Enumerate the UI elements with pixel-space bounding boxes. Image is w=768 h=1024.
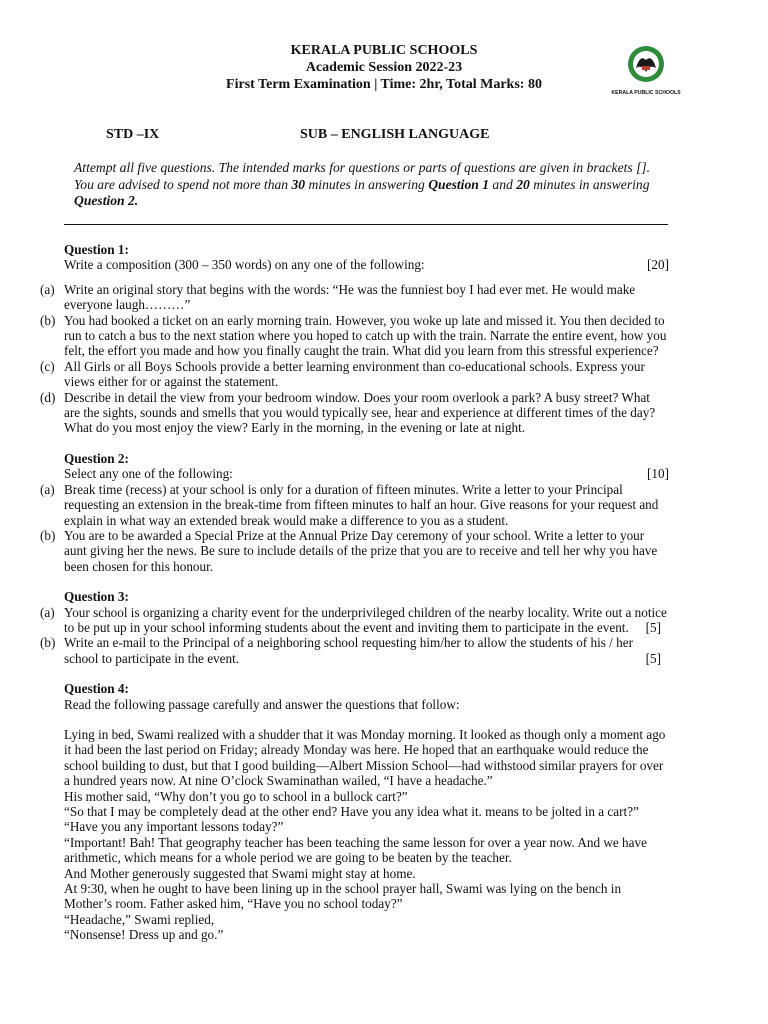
passage-paragraph: “Have you any important lessons today?” bbox=[64, 819, 284, 835]
question-3-option-a bbox=[40, 604, 669, 636]
passage-paragraph: His mother said, “Why don’t you go to school in a bullock cart?” bbox=[64, 788, 408, 804]
academic-session: Academic Session 2022-23 bbox=[305, 60, 463, 75]
option-label: (a) bbox=[40, 281, 55, 297]
option-label: (a) bbox=[40, 481, 55, 497]
passage-paragraph: “So that I may be completely dead at the other end? Have you any idea what it. means to be jolted in a cart?” bbox=[64, 804, 639, 819]
question-2-prompt-row bbox=[64, 466, 669, 481]
instructions-text: and bbox=[489, 176, 517, 192]
passage-paragraph: And Mother generously suggested that Swami might stay at home. bbox=[64, 865, 416, 881]
option-label: (c) bbox=[40, 358, 55, 374]
question-2-marks: [10] bbox=[647, 466, 669, 482]
option-text: Describe in detail the view from your bedroom window. Does your room overlook a park? A busy street? What are the sights, sounds and smells that you would typically see, hear and experience at different times of the day? What do you most enjoy the view? Early in the morning, in the evening or late at night. bbox=[64, 389, 656, 436]
instructions-text: minutes in answering bbox=[305, 176, 429, 192]
subject-label: SUB – ENGLISH LANGUAGE bbox=[300, 127, 490, 142]
question-3-option-b bbox=[40, 635, 669, 666]
instructions-emphasis: Question 2. bbox=[74, 193, 139, 208]
school-crest-icon bbox=[611, 42, 681, 98]
passage-paragraph: At 9:30, when he ought to have been lining up in the school prayer hall, Swami was lying on the bench in Mother’s room. Father asked him, “Have you no school today?” bbox=[64, 881, 622, 912]
option-text: You are to be awarded a Special Prize at the Annual Prize Day ceremony of your school. Write a letter to your aunt giving her the news. Be sure to include details of the prize that you are to receive and tell her why you have been chosen for this honour. bbox=[64, 527, 658, 574]
exam-details: First Term Examination | Time: 2hr, Total Marks: 80 bbox=[226, 77, 542, 92]
option-marks: [5] bbox=[645, 619, 661, 635]
question-2-option-a bbox=[40, 481, 669, 528]
question-1-marks: [20] bbox=[647, 257, 669, 273]
question-1-prompt-row bbox=[64, 257, 669, 272]
standard-label: STD –IX bbox=[106, 127, 160, 142]
option-text: You had booked a ticket on an early morning train. However, you woke up late and missed it. You then decided to run to catch a bus to the next station where you hoped to catch up with the train. Narrate the entire event, how you felt, the effort you made and how you finally caught the train. What did you learn from this stressful experience? bbox=[64, 312, 667, 359]
question-2-prompt: Select any one of the following: bbox=[64, 466, 233, 482]
option-marks: [5] bbox=[645, 650, 661, 666]
passage bbox=[64, 727, 669, 943]
question-3-title: Question 3: bbox=[64, 589, 129, 605]
school-name: KERALA PUBLIC SCHOOLS bbox=[290, 43, 478, 58]
instructions-text: Attempt all five questions. The intended marks for questions or parts of questions are given in brackets []. You are advised to spend not more than bbox=[74, 160, 651, 192]
option-text: Write an original story that begins with the words: “He was the funniest boy I had ever met. He would make everyone laugh………” bbox=[64, 281, 636, 313]
exam-instructions bbox=[74, 160, 668, 210]
option-label: (d) bbox=[40, 389, 56, 405]
question-2-option-b bbox=[40, 527, 669, 574]
question-4-prompt: Read the following passage carefully and answer the questions that follow: bbox=[64, 696, 460, 712]
option-label: (b) bbox=[40, 312, 56, 328]
logo-caption: KERALA PUBLIC SCHOOLS bbox=[611, 90, 681, 96]
option-text: Write an e-mail to the Principal of a neighboring school requesting him/her to allow the students of his / her school to participate in the event. bbox=[64, 635, 633, 666]
instructions-emphasis: Question 1 bbox=[428, 176, 490, 192]
option-text: Your school is organizing a charity event for the underprivileged children of the nearby locality. Write out a notice to be put up in your school informing students about the event and inviting them to participate in the event. bbox=[64, 604, 667, 635]
question-1-title: Question 1: bbox=[64, 242, 129, 257]
passage-paragraph: “Important! Bah! That geography teacher has been teaching the same lesson for over a year now. And we have arithmetic, which means for a whole period we are going to be beaten by the teacher. bbox=[64, 834, 647, 866]
passage-paragraph: “Nonsense! Dress up and go.” bbox=[64, 927, 224, 943]
instructions-text: minutes in answering bbox=[529, 176, 650, 192]
question-paper-body bbox=[40, 242, 669, 943]
question-1-prompt: Write a composition (300 – 350 words) on any one of the following: bbox=[64, 257, 425, 273]
passage-paragraph: “Headache,” Swami replied, bbox=[64, 911, 215, 927]
question-4-title: Question 4: bbox=[64, 681, 129, 697]
question-1-option-d bbox=[40, 389, 669, 436]
option-label: (a) bbox=[40, 604, 55, 620]
header-divider bbox=[64, 224, 668, 225]
instructions-emphasis: 30 bbox=[291, 176, 306, 192]
instructions-emphasis: 20 bbox=[516, 176, 530, 192]
option-label: (b) bbox=[40, 635, 56, 651]
question-1-option-c bbox=[40, 358, 669, 390]
option-text: All Girls or all Boys Schools provide a better learning environment than co-educational schools. Express your views either for or against the statement. bbox=[64, 358, 645, 390]
question-2-title: Question 2: bbox=[64, 450, 129, 466]
option-text: Break time (recess) at your school is only for a duration of fifteen minutes. Write a letter to your Principal requesting an extension in the break-time from fifteen minutes to half an hour. Give reasons for your request and explain in what way an extended break would make a difference to you as a student. bbox=[64, 481, 659, 528]
question-1-option-a bbox=[40, 281, 669, 313]
school-logo bbox=[611, 42, 681, 98]
passage-paragraph: Lying in bed, Swami realized with a shudder that it was Monday morning. It looked as though only a moment ago it had been the last period on Friday; already Monday was here. He hoped that an earthquake would reduce the school building to dust, but that I good building—Albert Mission School—had withstood similar prayers for over a hundred years now. At nine O’clock Swaminathan wailed, “I have a headache.” bbox=[64, 726, 666, 789]
question-1-option-b bbox=[40, 312, 669, 359]
option-label: (b) bbox=[40, 527, 56, 543]
